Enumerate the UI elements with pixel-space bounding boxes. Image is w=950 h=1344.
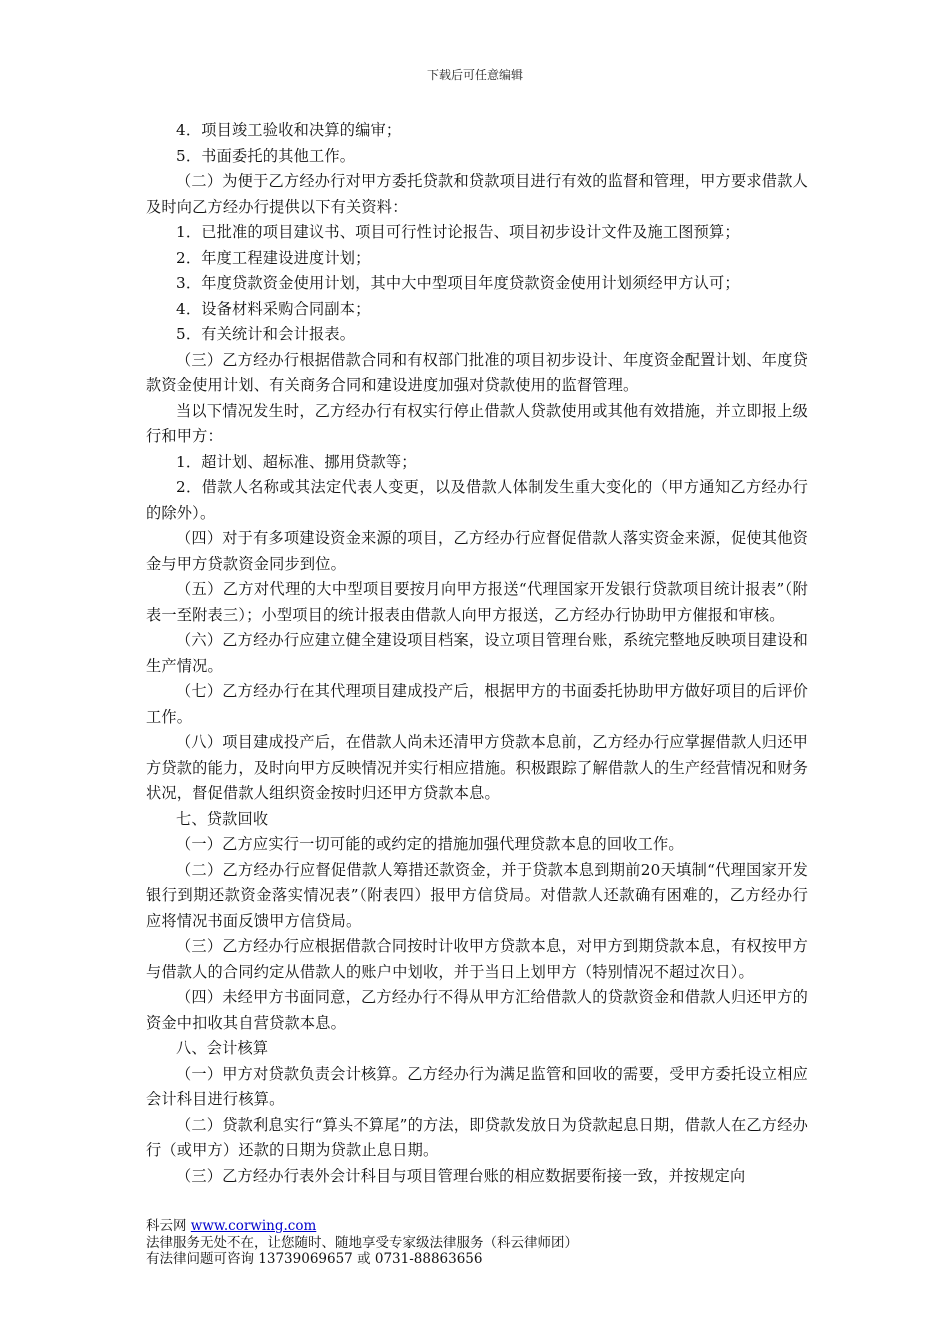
paragraph: （七）乙方经办行在其代理项目建成投产后，根据甲方的书面委托协助甲方做好项目的后评价工作。 [146,682,808,726]
paragraph: （八）项目建成投产后，在借款人尚未还清甲方贷款本息前，乙方经办行应掌握借款人归还甲方贷款的能力，及时向甲方反映情况并实行相应措施。积极跟踪了解借款人的生产经营情况和财务状况，督促借款人组织资金按时归还甲方贷款本息。 [146,733,808,802]
document-body [146,118,808,1189]
paragraph: （二）贷款利息实行“算头不算尾”的方法，即贷款发放日为贷款起息日期，借款人在乙方经办行（或甲方）还款的日期为贷款止息日期。 [146,1115,808,1159]
paragraph: 1．已批准的项目建议书、项目可行性讨论报告、项目初步设计文件及施工图预算； [176,223,740,241]
paragraph: （二）为便于乙方经办行对甲方委托贷款和贷款项目进行有效的监督和管理，甲方要求借款人及时向乙方经办行提供以下有关资料： [146,172,808,216]
paragraph: （一）乙方应实行一切可能的或约定的措施加强代理贷款本息的回收工作。 [176,835,684,853]
paragraph: 2．年度工程建设进度计划； [176,248,371,267]
paragraph: 2．借款人名称或其法定代表人变更，以及借款人体制发生重大变化的（甲方通知乙方经办行的除外）。 [146,478,808,522]
section-heading: 七、贷款回收 [176,809,269,828]
paragraph: （六）乙方经办行应建立健全建设项目档案，设立项目管理台账，系统完整地反映项目建设和生产情况。 [146,631,808,675]
footer-line-1 [146,1218,846,1235]
paragraph: （五）乙方对代理的大中型项目要按月向甲方报送“代理国家开发银行贷款项目统计报表”（附表一至附表三）；小型项目的统计报表由借款人向甲方报送，乙方经办行协助甲方催报和审核。 [146,580,808,624]
footer-line-3: 有法律问题可咨询 13739069657 或 0731-88863656 [146,1251,483,1267]
paragraph: （二）乙方经办行应督促借款人筹措还款资金，并于贷款本息到期前20天填制“代理国家开发银行到期还款资金落实情况表”（附表四）报甲方信贷局。对借款人还款确有困难的，乙方经办行应将情况书面反馈甲方信贷局。 [146,860,808,930]
paragraph: 5．书面委托的其他工作。 [176,146,356,165]
paragraph: 3．年度贷款资金使用计划，其中大中型项目年度贷款资金使用计划须经甲方认可； [176,274,740,292]
paragraph: 1．超计划、超标准、挪用贷款等； [176,452,417,471]
footer-line-2: 法律服务无处不在，让您随时、随地享受专家级法律服务（科云律师团） [146,1234,578,1251]
footer-site-link[interactable]: www.corwing.com [190,1218,317,1234]
section-heading: 八、会计核算 [176,1039,269,1057]
paragraph: （一）甲方对贷款负责会计核算。乙方经办行为满足监管和回收的需要，受甲方委托设立相应会计科目进行核算。 [146,1064,808,1108]
paragraph: 4．项目竣工验收和决算的编审； [176,121,402,139]
page-header: 下载后可任意编辑 [426,68,523,82]
paragraph: （三）乙方经办行表外会计科目与项目管理台账的相应数据要衔接一致，并按规定向 [176,1166,746,1185]
footer-site-name: 科云网 [146,1218,187,1234]
paragraph: 当以下情况发生时，乙方经办行有权实行停止借款人贷款使用或其他有效措施，并立即报上级行和甲方： [146,401,808,445]
paragraph: （四）对于有多项建设资金来源的项目，乙方经办行应督促借款人落实资金来源，促使其他资金与甲方贷款资金同步到位。 [146,529,808,573]
paragraph: 5．有关统计和会计报表。 [176,325,356,343]
page-footer [146,1218,846,1268]
paragraph: （三）乙方经办行根据借款合同和有权部门批准的项目初步设计、年度资金配置计划、年度贷款资金使用计划、有关商务合同和建设进度加强对贷款使用的监督管理。 [146,350,808,394]
paragraph: （四）未经甲方书面同意，乙方经办行不得从甲方汇给借款人的贷款资金和借款人归还甲方的资金中扣收其自营贷款本息。 [146,988,808,1032]
paragraph: （三）乙方经办行应根据借款合同按时计收甲方贷款本息，对甲方到期贷款本息，有权按甲方与借款人的合同约定从借款人的账户中划收，并于当日上划甲方（特别情况不超过次日）。 [146,937,808,981]
paragraph: 4．设备材料采购合同副本； [176,299,371,318]
